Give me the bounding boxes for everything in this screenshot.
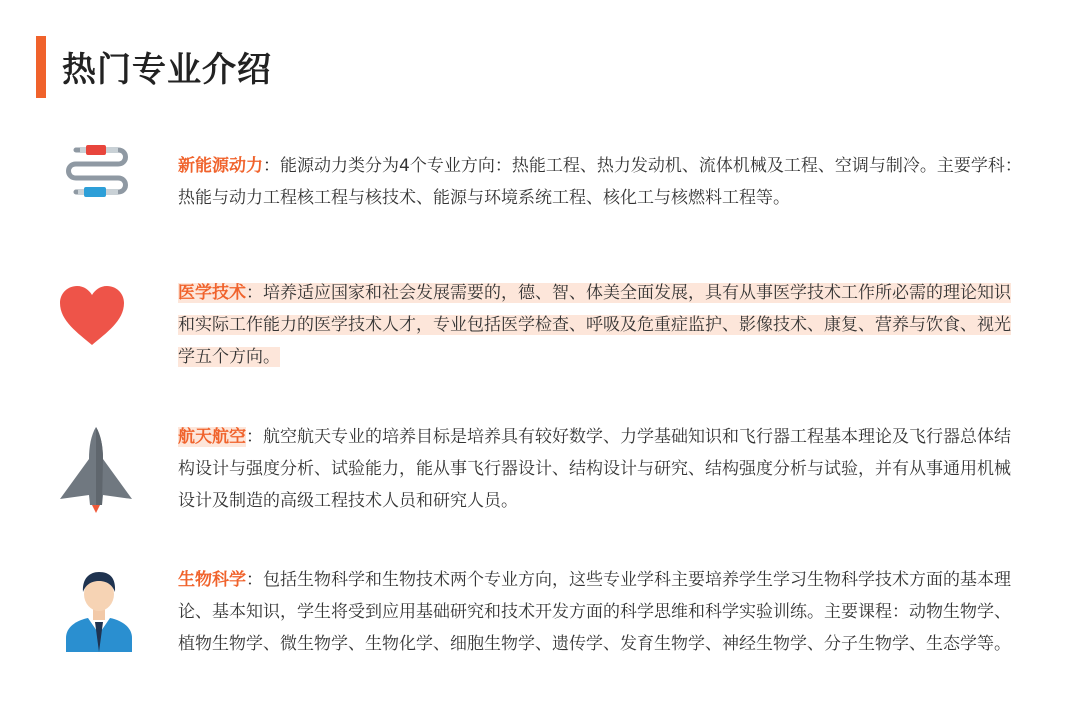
major-separator: ： [246, 427, 263, 447]
major-name: 医学技术 [178, 283, 246, 303]
major-description-block [178, 150, 1023, 214]
title-accent-bar [36, 36, 46, 98]
fighter-jet-icon [58, 425, 134, 513]
major-description: 航空航天专业的培养目标是培养具有较好数学、力学基础知识和飞行器工程基本理论及飞行器总体结构设计与强度分析、试验能力，能从事飞行器设计、结构设计与研究、结构强度分析与试验，并有从事通用机械设计及制造的高级工程技术人员和研究人员。 [178, 427, 1011, 511]
major-description: 能源动力类分为4个专业方向：热能工程、热力发动机、流体机械及工程、空调与制冷。主要学科：热能与动力工程核工程与核技术、能源与环境系统工程、核化工与核燃料工程等。 [178, 156, 1022, 208]
major-separator: ： [246, 283, 263, 303]
major-description: 包括生物科学和生物技术两个专业方向，这些专业学科主要培养学生学习生物科学技术方面的基本理论、基本知识，学生将受到应用基础研究和技术开发方面的科学思维和科学实验训练。主要课程：动物生物学、植物生物学、微生物学、生物化学、细胞生物学、遗传学、发育生物学、神经生物学、分子生物学、生态学等。 [178, 570, 1011, 654]
major-name: 新能源动力 [178, 156, 263, 176]
major-separator: ： [263, 156, 280, 176]
major-name: 生物科学 [178, 570, 246, 590]
audio-cable-icon [62, 144, 132, 210]
scholar-avatar-icon [64, 568, 134, 652]
major-description-block [178, 277, 1023, 373]
major-description: 培养适应国家和社会发展需要的，德、智、体美全面发展，具有从事医学技术工作所必需的理论知识和实际工作能力的医学技术人才，专业包括医学检查、呼吸及危重症监护、影像技术、康复、营养与饮食、视光学五个方向。 [178, 283, 1011, 367]
major-name: 航天航空 [178, 427, 246, 447]
heart-icon [58, 285, 126, 347]
major-description-block [178, 421, 1023, 517]
major-description-block [178, 564, 1023, 660]
major-separator: ： [246, 570, 263, 590]
page-title: 热门专业介绍 [62, 50, 272, 90]
